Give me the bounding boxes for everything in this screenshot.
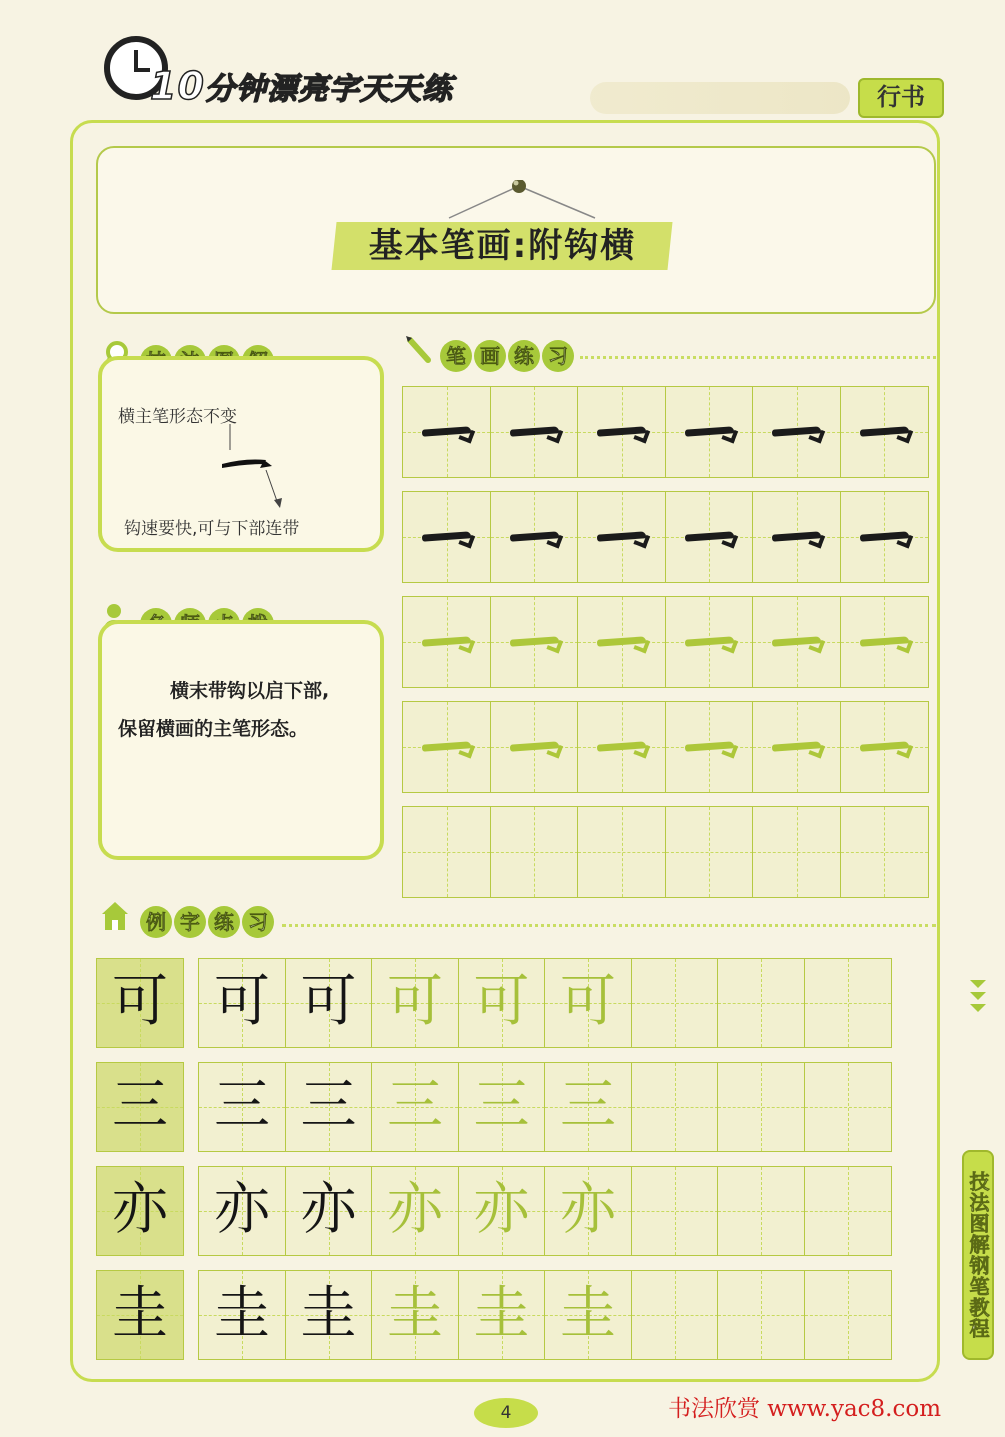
section-divider — [580, 356, 936, 359]
hook-stroke-mark — [509, 427, 558, 437]
stroke-row — [402, 596, 936, 688]
example-practice-grid — [96, 958, 936, 1374]
trace-char: 可 — [560, 969, 616, 1034]
hook-stroke-mark — [859, 427, 908, 437]
hook-stroke-mark — [684, 742, 733, 752]
practice-cell — [577, 491, 666, 583]
stroke-row — [402, 806, 936, 898]
practice-cell — [198, 958, 286, 1048]
stroke-row — [402, 701, 936, 793]
brand-title — [150, 64, 453, 108]
practice-cell — [371, 1270, 459, 1360]
hook-stroke-mark — [772, 742, 821, 752]
practice-cell — [804, 1270, 892, 1360]
practice-cell — [490, 491, 579, 583]
stroke-row — [402, 386, 936, 478]
example-row — [96, 1062, 936, 1152]
hook-stroke-mark — [684, 427, 733, 437]
practice-cell — [631, 1166, 719, 1256]
hook-stroke-mark — [597, 742, 646, 752]
tips-line-1: 横末带钩以启下部, — [170, 680, 330, 702]
practice-cell — [665, 701, 754, 793]
hook-stroke-mark — [597, 637, 646, 647]
practice-cell — [490, 701, 579, 793]
technique-note-bottom: 钩速要快,可与下部连带 — [124, 519, 300, 539]
model-char: 亦 — [112, 1177, 168, 1242]
practice-cell — [285, 1062, 373, 1152]
practice-cell — [665, 596, 754, 688]
hook-stroke-mark — [772, 637, 821, 647]
page-title: 基本笔画:附钩横 — [368, 226, 637, 266]
model-char-cell — [96, 958, 184, 1048]
practice-cell — [840, 806, 929, 898]
practice-cell — [285, 958, 373, 1048]
practice-cell — [804, 1166, 892, 1256]
practice-cell — [458, 1270, 546, 1360]
label-char: 习 — [242, 906, 274, 938]
practice-cell — [717, 1062, 805, 1152]
hook-stroke-mark — [772, 427, 821, 437]
practice-cell — [804, 958, 892, 1048]
hook-stroke-mark — [509, 532, 558, 542]
brand-number: 10 — [150, 64, 205, 108]
practice-cell — [544, 1062, 632, 1152]
practice-cell — [371, 1166, 459, 1256]
house-icon — [100, 900, 130, 932]
practice-cell — [665, 491, 754, 583]
example-char: 亦 — [300, 1177, 357, 1242]
practice-cell — [577, 386, 666, 478]
trace-char: 圭 — [560, 1281, 616, 1346]
label-char: 习 — [542, 340, 574, 372]
hook-stroke-diagram — [200, 420, 310, 520]
practice-cell — [198, 1166, 286, 1256]
model-char-cell — [96, 1166, 184, 1256]
stroke-practice-label — [440, 340, 574, 372]
model-char: 圭 — [112, 1281, 168, 1346]
practice-cell — [752, 596, 841, 688]
trace-char: 三 — [473, 1073, 530, 1138]
practice-cell — [631, 1062, 719, 1152]
hook-stroke-mark — [509, 637, 558, 647]
practice-cell — [717, 958, 805, 1048]
practice-cell — [717, 1270, 805, 1360]
label-char: 练 — [208, 906, 240, 938]
example-char: 圭 — [300, 1281, 357, 1346]
trace-char: 亦 — [387, 1177, 443, 1242]
label-char: 画 — [474, 340, 506, 372]
example-row — [96, 958, 936, 1048]
trace-char: 圭 — [387, 1281, 443, 1346]
practice-cell — [458, 1166, 546, 1256]
practice-cell — [577, 701, 666, 793]
practice-cell — [402, 701, 491, 793]
hook-stroke-mark — [422, 427, 471, 437]
practice-cell — [631, 958, 719, 1048]
hook-stroke-mark — [422, 637, 471, 647]
practice-cell — [752, 701, 841, 793]
example-char: 三 — [214, 1073, 270, 1138]
hook-stroke-mark — [684, 532, 733, 542]
example-char: 可 — [300, 969, 357, 1034]
practice-cell — [544, 1166, 632, 1256]
watermark: 书法欣赏 www.yac8.com — [668, 1396, 942, 1422]
label-char: 例 — [140, 906, 172, 938]
practice-cell — [198, 1062, 286, 1152]
practice-cell — [577, 596, 666, 688]
hook-stroke-mark — [597, 532, 646, 542]
hook-stroke-mark — [859, 532, 908, 542]
practice-cell — [631, 1270, 719, 1360]
trace-char: 亦 — [560, 1177, 616, 1242]
stroke-row — [402, 491, 936, 583]
example-practice-label — [140, 906, 274, 938]
model-char: 三 — [112, 1073, 168, 1138]
practice-cell — [402, 596, 491, 688]
practice-cell — [285, 1270, 373, 1360]
trace-char: 圭 — [473, 1281, 530, 1346]
hook-stroke-mark — [684, 637, 733, 647]
practice-cell — [665, 386, 754, 478]
practice-cell — [285, 1166, 373, 1256]
practice-cell — [665, 806, 754, 898]
example-row — [96, 1166, 936, 1256]
example-char: 三 — [300, 1073, 357, 1138]
practice-cell — [840, 386, 929, 478]
practice-cell — [752, 491, 841, 583]
practice-cell — [544, 1270, 632, 1360]
pen-icon — [404, 334, 434, 366]
practice-cell — [577, 806, 666, 898]
down-arrows-icon — [966, 978, 990, 1018]
practice-cell — [752, 386, 841, 478]
side-tab: 技法图解钢笔教程 — [962, 1150, 994, 1360]
practice-cell — [804, 1062, 892, 1152]
example-row — [96, 1270, 936, 1360]
example-char: 亦 — [214, 1177, 270, 1242]
practice-cell — [752, 806, 841, 898]
section-divider — [282, 924, 936, 927]
practice-cell — [840, 491, 929, 583]
hook-stroke-mark — [859, 637, 908, 647]
pin-icon — [445, 180, 605, 220]
model-char-cell — [96, 1270, 184, 1360]
practice-cell — [458, 958, 546, 1048]
hook-stroke-mark — [422, 742, 471, 752]
practice-cell — [402, 386, 491, 478]
trace-char: 可 — [473, 969, 530, 1034]
hook-stroke-mark — [597, 427, 646, 437]
example-char: 圭 — [214, 1281, 270, 1346]
page-number: 4 — [474, 1398, 538, 1428]
hook-stroke-mark — [422, 532, 471, 542]
practice-cell — [198, 1270, 286, 1360]
style-tag: 行书 — [858, 78, 944, 118]
practice-cell — [371, 958, 459, 1048]
hook-stroke-mark — [859, 742, 908, 752]
practice-cell — [490, 596, 579, 688]
trace-char: 三 — [387, 1073, 443, 1138]
practice-cell — [840, 596, 929, 688]
practice-cell — [458, 1062, 546, 1152]
practice-cell — [490, 386, 579, 478]
model-char: 可 — [112, 969, 168, 1034]
practice-cell — [371, 1062, 459, 1152]
bleed-through-header — [590, 82, 850, 114]
practice-cell — [402, 806, 491, 898]
practice-cell — [402, 491, 491, 583]
example-char: 可 — [214, 969, 270, 1034]
brand-text: 分钟漂亮字天天练 — [204, 72, 453, 107]
practice-cell — [840, 701, 929, 793]
tips-line-2: 保留横画的主笔形态。 — [118, 718, 309, 740]
practice-cell — [717, 1166, 805, 1256]
practice-cell — [544, 958, 632, 1048]
model-char-cell — [96, 1062, 184, 1152]
label-char: 笔 — [440, 340, 472, 372]
hook-stroke-mark — [772, 532, 821, 542]
trace-char: 三 — [560, 1073, 616, 1138]
trace-char: 亦 — [473, 1177, 530, 1242]
stroke-practice-grid — [402, 386, 936, 911]
label-char: 字 — [174, 906, 206, 938]
trace-char: 可 — [387, 969, 443, 1034]
practice-cell — [490, 806, 579, 898]
label-char: 练 — [508, 340, 540, 372]
technique-note-top: 横主笔形态不变 — [118, 407, 237, 427]
hook-stroke-mark — [509, 742, 558, 752]
